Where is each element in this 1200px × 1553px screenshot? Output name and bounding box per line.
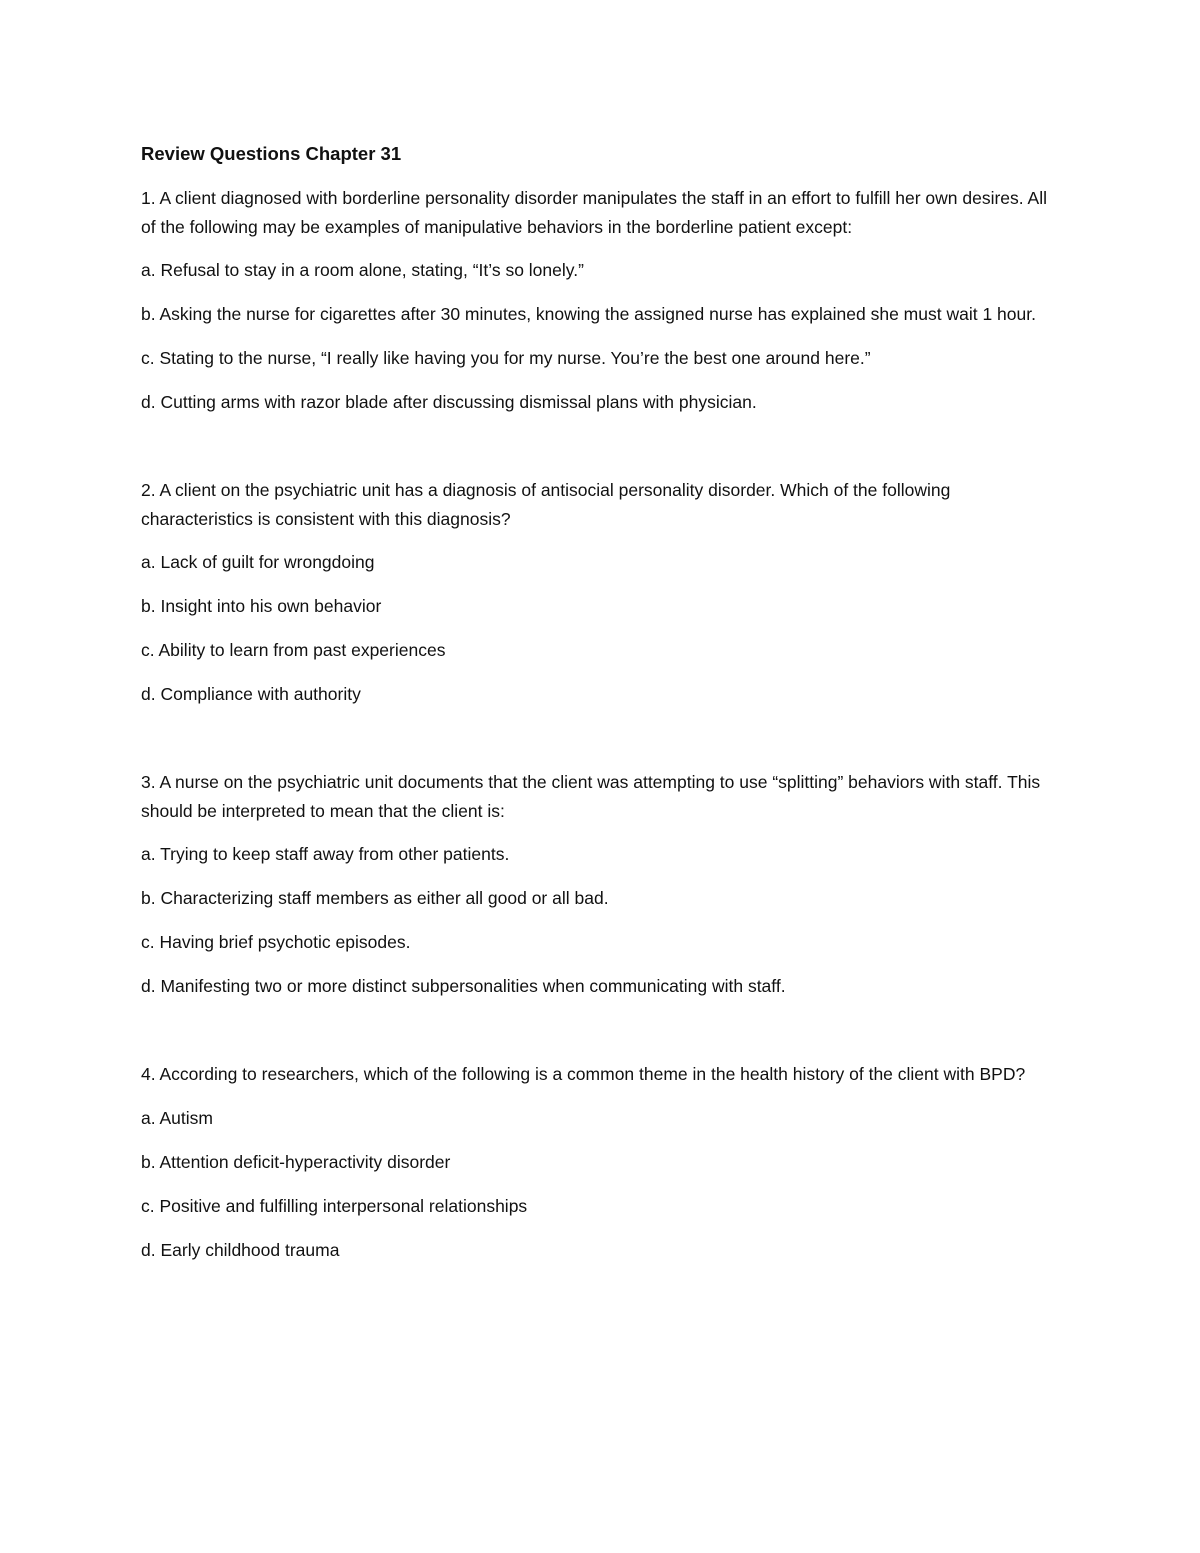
- document-title: Review Questions Chapter 31: [141, 143, 402, 164]
- answer-option-b: b. Characterizing staff members as either all good or all bad.: [141, 888, 609, 908]
- question-2: [141, 476, 1061, 709]
- answer-option-b: b. Asking the nurse for cigarettes after 30 minutes, knowing the assigned nurse has explained she must wait 1 hour.: [141, 304, 1036, 324]
- answer-option-b: b. Insight into his own behavior: [141, 596, 382, 616]
- question-4: [141, 1060, 1061, 1264]
- answer-option-d: d. Compliance with authority: [141, 684, 361, 704]
- answer-option-b: b. Attention deficit-hyperactivity disorder: [141, 1151, 451, 1172]
- question-spacer: [141, 724, 1061, 768]
- answer-option-a: a. Autism: [141, 1107, 213, 1128]
- question-text: 3. A nurse on the psychiatric unit documents that the client was attempting to use “splitting” behaviors with staff. This should be interpreted to mean that the client is:: [141, 772, 1041, 821]
- question-text: 2. A client on the psychiatric unit has a diagnosis of antisocial personality disorder. Which of the following characteristics is consistent with this diagnosis?: [141, 480, 951, 529]
- answer-option-c: c. Positive and fulfilling interpersonal relationships: [141, 1195, 528, 1216]
- answer-option-c: c. Ability to learn from past experiences: [141, 640, 446, 660]
- question-3: [141, 768, 1061, 1001]
- question-1: [141, 184, 1061, 417]
- question-text: 4. According to researchers, which of the following is a common theme in the health history of the client with BPD?: [141, 1064, 1026, 1084]
- answer-option-d: d. Manifesting two or more distinct subpersonalities when communicating with staff.: [141, 976, 786, 996]
- question-text: 1. A client diagnosed with borderline personality disorder manipulates the staff in an effort to fulfill her own desires. All of the following may be examples of manipulative behaviors in the borderline patient except:: [141, 188, 1047, 237]
- answer-option-d: d. Cutting arms with razor blade after discussing dismissal plans with physician.: [141, 392, 757, 412]
- document-body: [141, 140, 1061, 1280]
- answer-option-c: c. Having brief psychotic episodes.: [141, 932, 411, 952]
- answer-option-a: a. Refusal to stay in a room alone, stating, “It’s so lonely.”: [141, 260, 584, 280]
- question-spacer: [141, 432, 1061, 476]
- answer-option-d: d. Early childhood trauma: [141, 1239, 340, 1260]
- answer-option-c: c. Stating to the nurse, “I really like having you for my nurse. You’re the best one around here.”: [141, 348, 871, 368]
- question-spacer: [141, 1016, 1061, 1060]
- answer-option-a: a. Lack of guilt for wrongdoing: [141, 552, 375, 572]
- answer-option-a: a. Trying to keep staff away from other patients.: [141, 844, 510, 864]
